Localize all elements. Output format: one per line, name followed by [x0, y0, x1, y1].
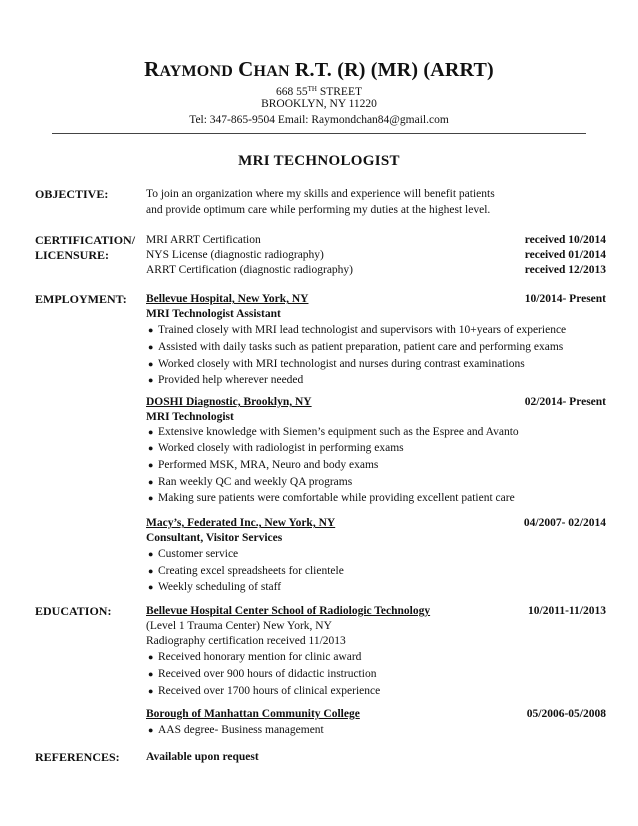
list-item-text: Provided help wherever needed: [158, 374, 304, 386]
bullet-icon: ●: [148, 582, 154, 592]
bullet-icon: ●: [148, 443, 154, 453]
references-label: REFERENCES:: [35, 750, 120, 764]
employment-dates: 04/2007- 02/2014: [523, 517, 606, 529]
list-item: [148, 666, 376, 682]
address-ordinal: TH: [307, 85, 317, 93]
objective-line: To join an organization where my skills and experience will benefit patients: [146, 188, 495, 200]
list-item: [148, 683, 380, 699]
school-name: Borough of Manhattan Community College: [146, 708, 360, 720]
bullet-icon: ●: [148, 477, 154, 487]
objective-label: OBJECTIVE:: [35, 187, 109, 201]
bullet-icon: ●: [148, 686, 154, 696]
list-item-text: Received over 900 hours of didactic instruction: [158, 668, 377, 680]
list-item-text: Assisted with daily tasks such as patient preparation, patient care and performing exams: [158, 341, 564, 353]
school-detail: (Level 1 Trauma Center) New York, NY: [146, 620, 332, 632]
job-role: Consultant, Visitor Services: [146, 532, 283, 544]
certification-item: ARRT Certification (diagnostic radiography): [146, 264, 354, 276]
education-dates: 05/2006-05/2008: [526, 708, 606, 720]
bullet-icon: ●: [148, 359, 154, 369]
list-item-text: Worked closely with MRI technologist and nurses during contrast examinations: [158, 358, 525, 370]
list-item-text: Making sure patients were comfortable while providing excellent patient care: [158, 492, 515, 504]
credentials: R.T. (R) (MR) (ARRT): [294, 59, 494, 81]
bullet-icon: ●: [148, 566, 154, 576]
employer-name: Bellevue Hospital, New York, NY: [146, 293, 309, 305]
list-item-text: Trained closely with MRI lead technologist and supervisors with 10+years of experience: [158, 324, 567, 336]
certification-item: MRI ARRT Certification: [146, 234, 261, 246]
address-number: 668 55: [275, 86, 308, 98]
address-street: STREET: [316, 86, 362, 98]
employment-dates: 10/2014- Present: [524, 293, 606, 305]
city-state-zip: BROOKLYN, NY 11220: [261, 98, 377, 110]
list-item: [148, 356, 525, 372]
list-item: [148, 372, 303, 388]
education-label: EDUCATION:: [35, 604, 112, 618]
bullet-icon: ●: [148, 669, 154, 679]
objective-line: and provide optimum care while performing my duties at the highest level.: [146, 204, 491, 216]
list-item-text: Ran weekly QC and weekly QA programs: [158, 476, 353, 488]
list-item: [148, 424, 519, 440]
list-item: [148, 722, 324, 738]
certification-label: CERTIFICATION/: [35, 233, 136, 247]
list-item: [148, 457, 378, 473]
contact-line[interactable]: Tel: 347-865-9504 Email: Raymondchan84@gmail.com: [189, 114, 449, 126]
certification-item: NYS License (diagnostic radiography): [146, 249, 324, 261]
bullet-icon: ●: [148, 342, 154, 352]
list-item-text: Creating excel spreadsheets for clientele: [158, 565, 344, 577]
bullet-icon: ●: [148, 549, 154, 559]
certification-date: received 01/2014: [524, 249, 606, 261]
job-role: MRI Technologist Assistant: [146, 308, 281, 320]
name-last-rest: HAN: [253, 63, 290, 80]
list-item-text: Received over 1700 hours of clinical experience: [158, 685, 381, 697]
list-item-text: Weekly scheduling of staff: [158, 581, 282, 593]
employment-label: EMPLOYMENT:: [35, 292, 127, 306]
bullet-icon: ●: [148, 375, 154, 385]
list-item: [148, 546, 238, 562]
school-name: Bellevue Hospital Center School of Radiologic Technology: [146, 605, 431, 617]
list-item-text: Performed MSK, MRA, Neuro and body exams: [158, 459, 379, 471]
list-item: [148, 563, 344, 579]
list-item: [148, 322, 566, 338]
header-divider: [52, 133, 586, 134]
list-item: [148, 440, 404, 456]
bullet-icon: ●: [148, 652, 154, 662]
name-first-initial: R: [144, 57, 160, 81]
list-item: [148, 649, 361, 665]
applicant-name: [0, 57, 638, 82]
list-item: [148, 490, 515, 506]
certification-date: received 12/2013: [524, 264, 606, 276]
bullet-icon: ●: [148, 460, 154, 470]
bullet-icon: ●: [148, 725, 154, 735]
list-item: [148, 339, 563, 355]
list-item-text: Customer service: [158, 548, 239, 560]
licensure-label: LICENSURE:: [35, 248, 110, 262]
education-dates: 10/2011-11/2013: [528, 605, 606, 617]
employer-name: DOSHI Diagnostic, Brooklyn, NY: [146, 396, 312, 408]
job-title-heading: MRI TECHNOLOGIST: [238, 153, 400, 169]
employment-dates: 02/2014- Present: [524, 396, 606, 408]
job-role: MRI Technologist: [146, 411, 234, 423]
list-item-text: Received honorary mention for clinic award: [158, 651, 362, 663]
list-item-text: Worked closely with radiologist in performing exams: [158, 442, 404, 454]
school-detail: Radiography certification received 11/2013: [146, 635, 346, 647]
list-item: [148, 474, 352, 490]
list-item-text: AAS degree- Business management: [158, 724, 324, 736]
employer-name: Macy’s, Federated Inc., New York, NY: [146, 517, 336, 529]
bullet-icon: ●: [148, 493, 154, 503]
name-first-rest: AYMOND: [159, 63, 233, 80]
certification-date: received 10/2014: [524, 234, 606, 246]
list-item: [148, 579, 281, 595]
references-text: Available upon request: [146, 751, 259, 763]
list-item-text: Extensive knowledge with Siemen’s equipment such as the Espree and Avanto: [158, 426, 519, 438]
bullet-icon: ●: [148, 427, 154, 437]
name-last-initial: C: [238, 57, 254, 81]
bullet-icon: ●: [148, 325, 154, 335]
